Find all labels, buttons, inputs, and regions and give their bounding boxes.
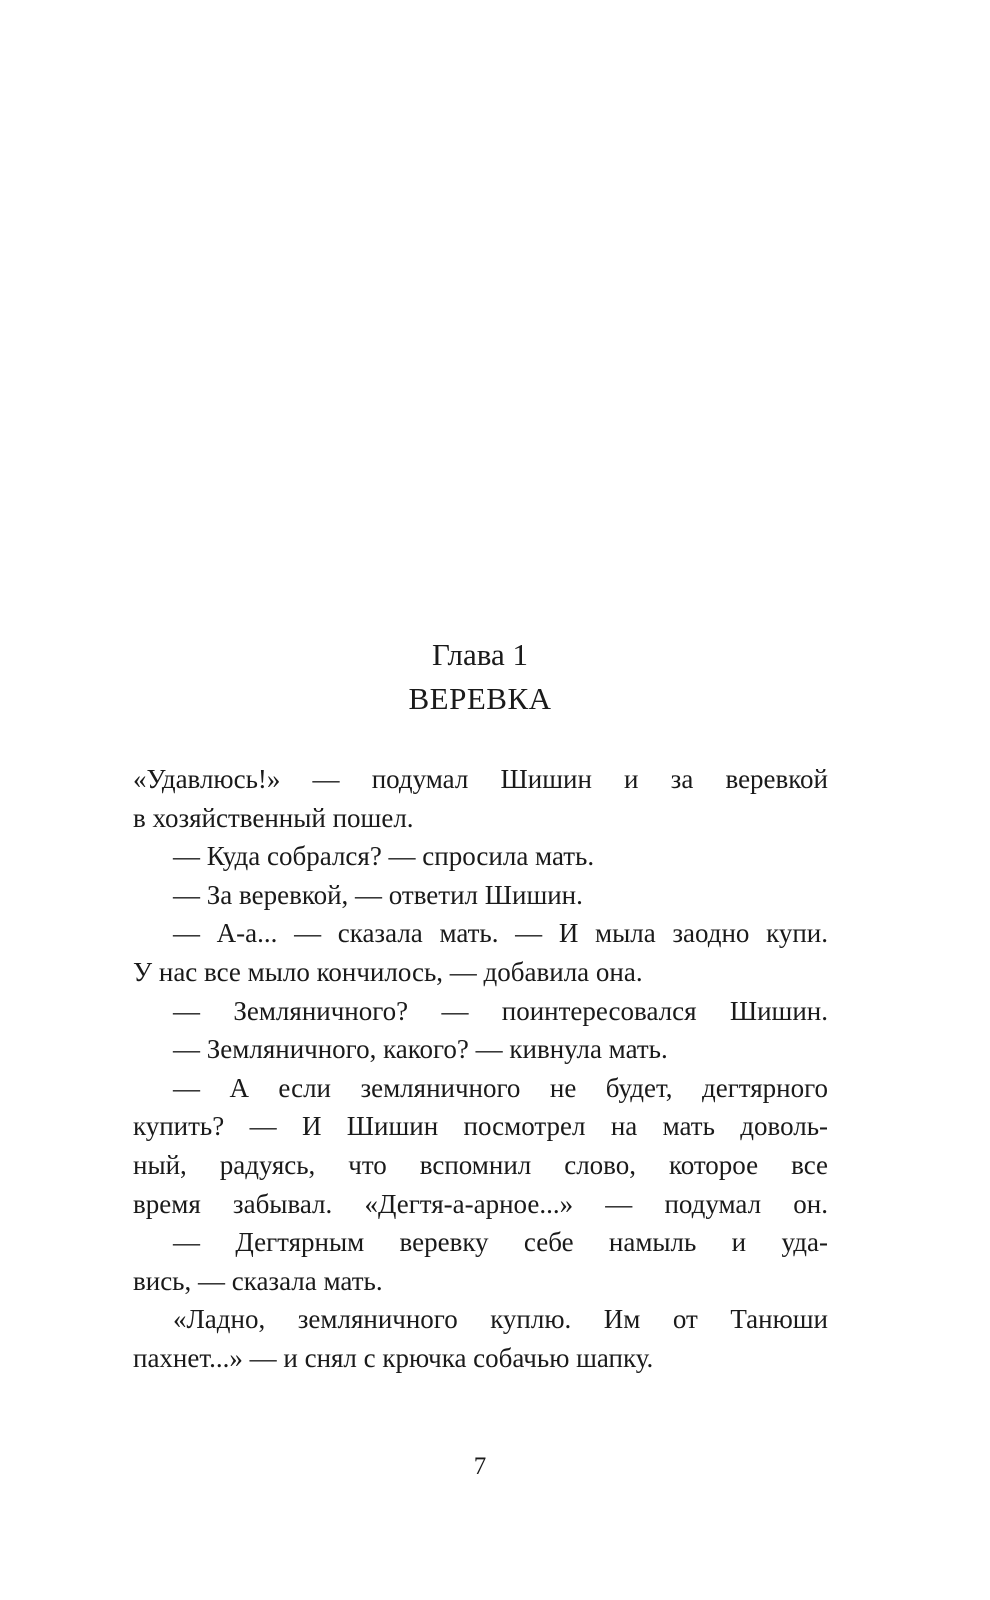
text-line: «Удавлюсь!» — подумал Шишин и за веревкой xyxy=(133,764,828,794)
text-line: — А если земляничного не будет, дегтярного xyxy=(173,1072,828,1103)
chapter-body-text xyxy=(133,760,828,1378)
text-line: в хозяйственный пошел. xyxy=(133,802,414,833)
text-line: вись, — сказала мать. xyxy=(133,1265,383,1296)
text-line: — За веревкой, — ответил Шишин. xyxy=(173,879,583,910)
text-line: — Земляничного? — поинтересовался Шишин. xyxy=(173,995,828,1026)
text-line: — Куда собрался? — спросила мать. xyxy=(173,841,595,872)
text-line: — Земляничного, какого? — кивнула мать. xyxy=(173,1034,668,1065)
text-line: время забывал. «Дегтя-а-арное...» — подумал он. xyxy=(133,1188,828,1219)
chapter-number: Глава 1 xyxy=(431,637,529,672)
text-line: У нас все мыло кончилось, — добавила она. xyxy=(133,956,643,987)
text-line: ный, радуясь, что вспомнил слово, которое все xyxy=(133,1149,828,1180)
chapter-title: ВЕРЕВКА xyxy=(408,681,552,716)
text-line: — Дегтярным веревку себе намыль и уда- xyxy=(173,1227,828,1258)
text-line: пахнет...» — и снял с крючка собачью шапку. xyxy=(133,1342,654,1373)
text-line: «Ладно, земляничного куплю. Им от Танюши xyxy=(173,1304,828,1335)
text-line: — А-а... — сказала мать. — И мыла заодно купи. xyxy=(173,918,828,949)
chapter-heading xyxy=(0,636,960,718)
text-line: купить? — И Шишин посмотрел на мать доволь- xyxy=(133,1111,828,1142)
page-number: 7 xyxy=(473,1453,487,1480)
